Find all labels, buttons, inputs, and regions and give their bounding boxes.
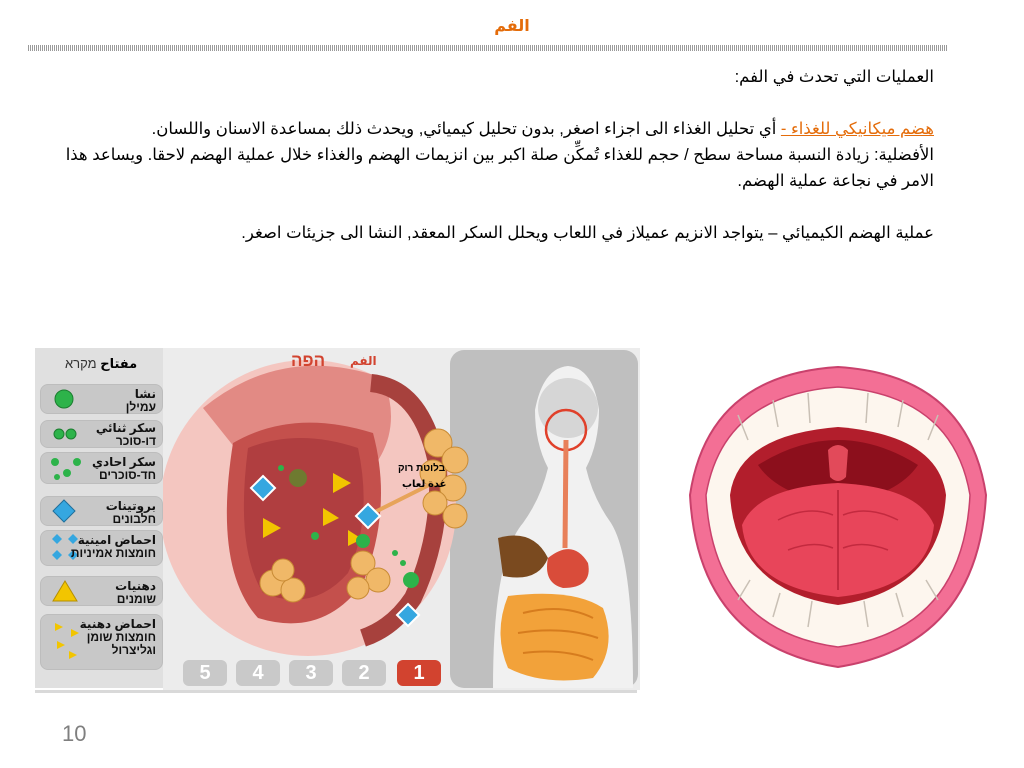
advantage-paragraph: الأفضلية: زيادة النسبة مساحة سطح / حجم للغذاء تُمكِّن صلة اكبر بين انزيمات الهضم والغذاء خلال عملية الهضم لاحقا. ويساعد هذا الامر في نجاعة عملية الهضم. — [65, 146, 934, 190]
gland-label-hebrew: בלוטת רוק — [398, 463, 446, 474]
legend-item-fats[interactable] — [40, 576, 163, 606]
legend-label-monosaccharide: سكر احادي חד-סוכרים — [91, 455, 156, 482]
legend-title — [65, 356, 137, 372]
tab-label-arabic: الفم — [350, 354, 377, 368]
tab-label-hebrew: הפה — [291, 351, 326, 370]
mechanical-digestion-paragraph — [50, 116, 934, 142]
gland-label-arabic: غدة لعاب — [402, 479, 447, 490]
mechanical-digestion-term: هضم ميكانيكي للغذاء - — [780, 120, 934, 138]
legend-item-disaccharide[interactable] — [40, 420, 163, 448]
legend-label-starch: نشا עמילן — [125, 387, 156, 414]
mechanical-digestion-description: أي تحليل الغذاء الى اجزاء اصغر, بدون تحليل كيميائي, ويحدث ذلك بمساعدة الاسنان واللسان. — [151, 120, 781, 138]
mouth-cross-section-illustration — [163, 348, 640, 698]
legend-item-fatty-acids[interactable] — [40, 614, 163, 670]
slide-title: الفم — [494, 18, 530, 35]
legend-item-amino-acids[interactable] — [40, 530, 163, 566]
nav-button-3[interactable]: 3 — [289, 660, 333, 686]
legend-label-disaccharide: سكر ثنائي דו-סוכר — [95, 421, 156, 448]
legend-title-hebrew: מקרא — [65, 356, 97, 371]
legend-item-monosaccharide[interactable] — [40, 452, 163, 484]
nav-button-2[interactable]: 2 — [342, 660, 386, 686]
open-mouth-illustration — [678, 355, 998, 675]
nav-button-4[interactable]: 4 — [236, 660, 280, 686]
yellow-triangle-icon — [49, 577, 81, 605]
legend-title-arabic: مفتاح — [100, 356, 138, 371]
legend-item-protein[interactable] — [40, 496, 163, 526]
legend-label-fatty-acids: احماض دهنية חומצות שומן וגליצרול — [79, 617, 156, 657]
nav-button-1[interactable]: 1 — [397, 660, 441, 686]
double-green-balls-icon — [49, 421, 83, 447]
legend-label-fats: دهنيات שומנים — [115, 579, 156, 606]
title-divider — [28, 45, 948, 51]
chemical-digestion-paragraph: عملية الهضم الكيميائي – يتواجد الانزيم عميلاز في اللعاب ويحلل السكر المعقد, النشا الى جزيئات اصغر. — [241, 224, 934, 242]
legend-label-amino-acids: احماض امينية חומצות אמיניות — [70, 533, 156, 560]
legend-label-protein: بروتينات חלבונים — [105, 499, 156, 526]
page-number: 10 — [62, 721, 87, 746]
legend-key — [35, 348, 169, 688]
scattered-green-balls-icon — [49, 453, 85, 483]
blue-diamond-icon — [49, 497, 79, 525]
large-green-ball-icon — [49, 385, 79, 413]
digestion-diagram — [35, 348, 640, 698]
nav-button-5[interactable]: 5 — [183, 660, 227, 686]
body-text — [50, 64, 934, 246]
nav-bar — [35, 690, 637, 693]
heading-text: العمليات التي تحدث في الفم: — [734, 68, 934, 86]
legend-item-starch[interactable] — [40, 384, 163, 414]
